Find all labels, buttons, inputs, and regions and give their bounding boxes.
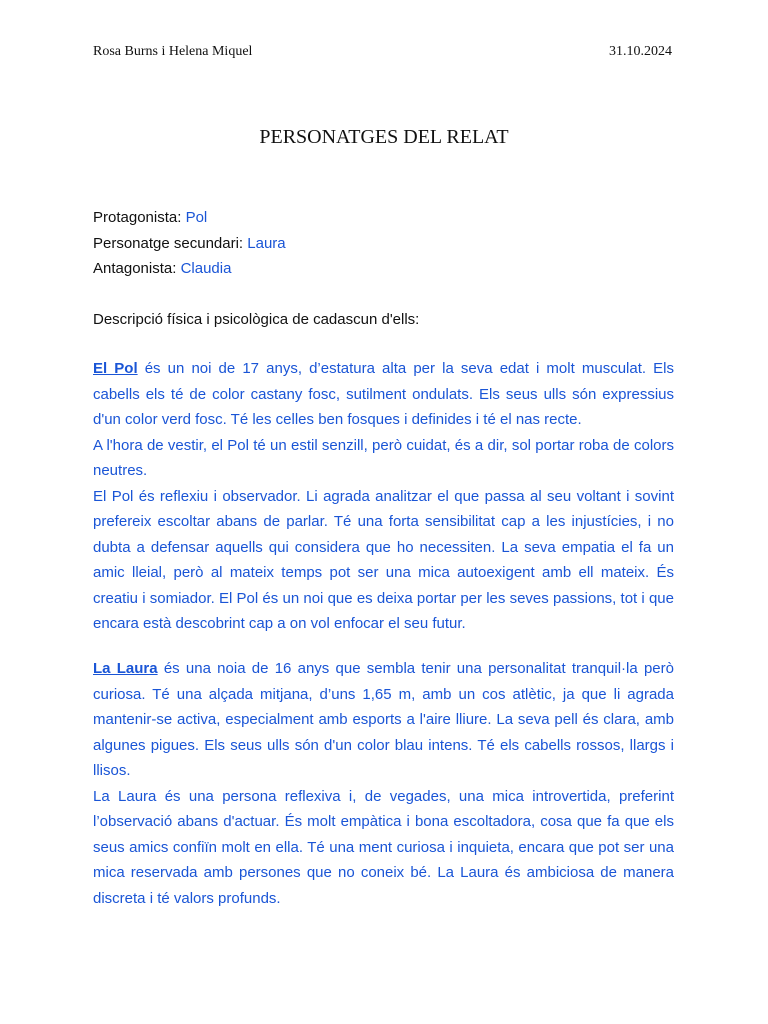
pol-paragraph-1-text: és un noi de 17 anys, d’estatura alta per la seva edat i molt musculat. Els cabells els té de color castany fosc, sutilment ondulats. Els seus ulls són expressius d'un color verd fosc. Té les celles ben fosques i definides i té el nas recte. [93, 360, 674, 428]
protagonist-value: Pol [185, 209, 208, 226]
authors: Rosa Burns i Helena Miquel [93, 44, 253, 59]
antagonist-value: Claudia [180, 260, 232, 277]
page-title: PERSONATGES DEL RELAT [259, 126, 509, 148]
page-header [93, 44, 672, 60]
antagonist-line [93, 256, 674, 282]
protagonist-label: Protagonista: [93, 209, 186, 226]
antagonist-label: Antagonista: [93, 260, 181, 277]
pol-paragraph-3: El Pol és reflexiu i observador. Li agrada analitzar el que passa al seu voltant i sovint prefereix escoltar abans de parlar. Té una forta sensibilitat cap a les injustícies, i no dubta a defensar aquells qui considera que ho necessiten. La seva empatia el fa un amic lleial, però al mateix temps pot ser una mica autoexigent amb ell mateix. És creatiu i somiador. El Pol és un noi que es deixa portar per les seves passions, tot i que encara està descobrint cap a on vol enfocar el seu futur. [93, 487, 674, 632]
secondary-label: Personatge secundari: [93, 234, 248, 252]
description-intro: Descripció física i psicològica de cadascun d'ells: [93, 311, 420, 328]
laura-paragraph-1 [93, 656, 674, 784]
laura-paragraph-2: La Laura és una persona reflexiva i, de vegades, una mica introvertida, preferint l’observació abans d'actuar. És molt empàtica i bona escoltadora, cosa que fa que els seus amics confiïn molt en ella. Té una ment curiosa i inquieta, encara que pot ser una mica reservada amb persones que no coneix bé. La Laura és ambiciosa de manera discreta i té valors profunds. [93, 787, 674, 907]
pol-paragraph-2: A l'hora de vestir, el Pol té un estil senzill, però cuidat, és a dir, sol portar roba de colors neutres. [93, 436, 674, 479]
laura-name: La Laura [93, 660, 158, 677]
secondary-line [93, 231, 674, 257]
secondary-value: Laura [247, 234, 286, 252]
pol-description [93, 356, 674, 637]
date: 31.10.2024 [609, 44, 672, 59]
laura-description [93, 656, 674, 911]
pol-name: El Pol [93, 360, 138, 377]
pol-paragraph-1 [93, 356, 674, 433]
protagonist-line [93, 205, 674, 231]
laura-paragraph-1-text: és una noia de 16 anys que sembla tenir una personalitat tranquil·la però curiosa. Té una alçada mitjana, d’uns 1,65 m, amb un cos atlètic, ja que li agrada mantenir-se activa, especialment amb esports a l'aire lliure. La seva pell és clara, amb algunes pigues. Els seus ulls són d'un color blau intens. Té els cabells rossos, llargs i llisos. [93, 660, 674, 779]
roles-list [93, 205, 674, 282]
